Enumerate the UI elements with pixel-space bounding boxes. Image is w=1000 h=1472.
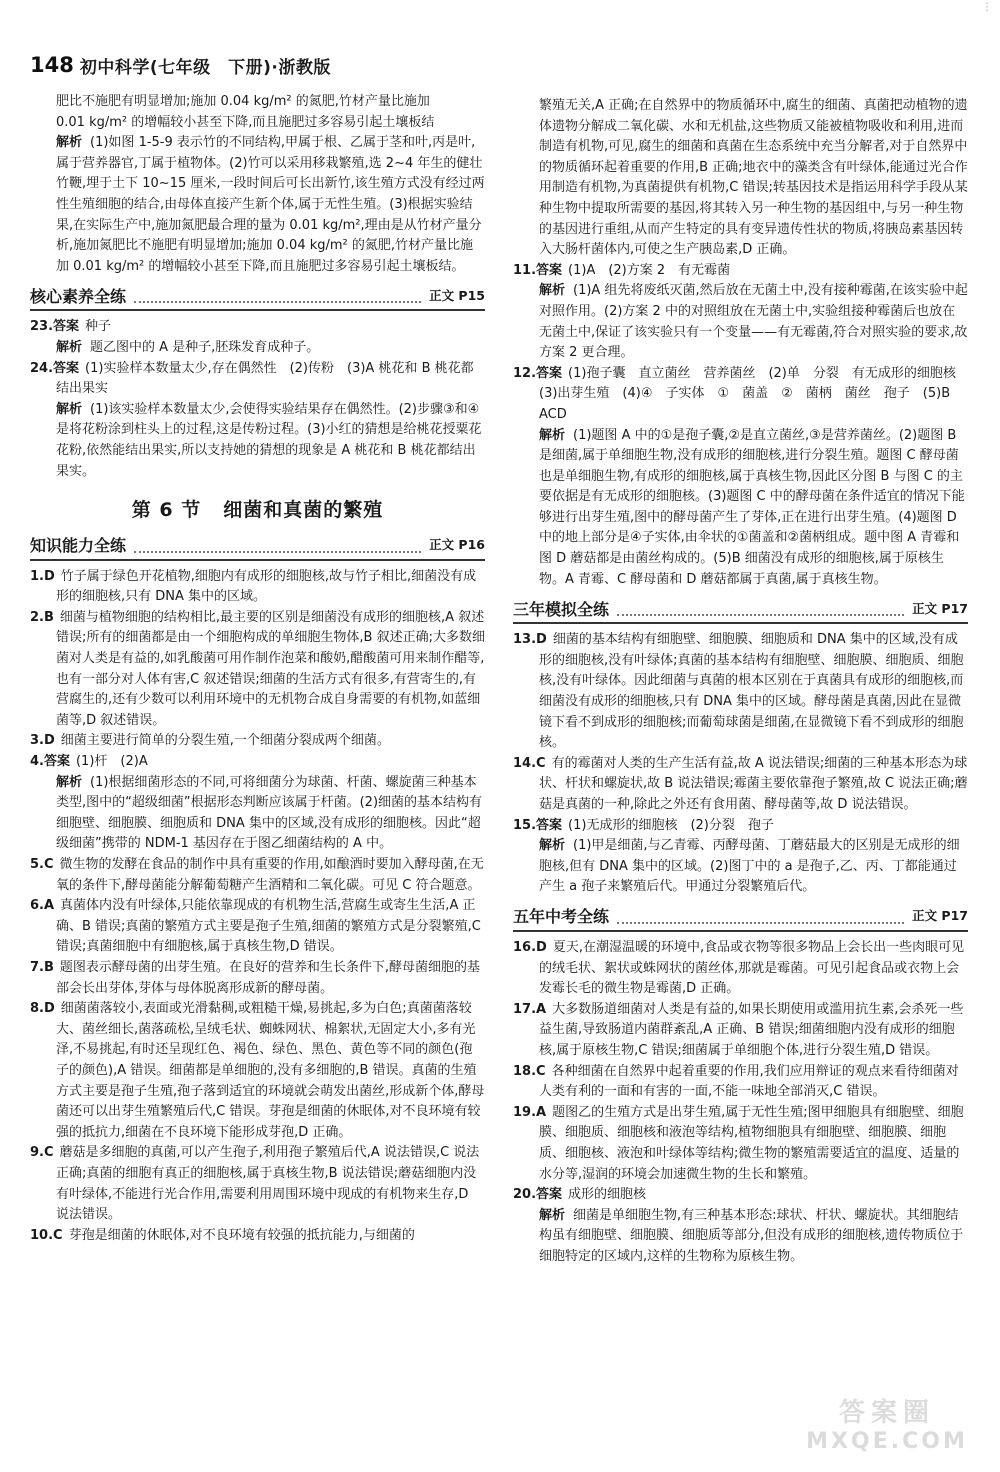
analysis-text: (1)如图 1-5-9 表示竹的不同结构,甲属于根、乙属于茎和叶,丙是叶,属于营养器官,丁属于植物体。(2)竹可以采用移栽繁殖,选 2~4 年生的健壮竹鞭,埋于土下 10~15 厘米,一段时间后可长出新竹,该生殖方式没有经过两性生殖细胞的结合,由母体直接产生新个体,属于无性生殖。(3)根据实验结果,在实际生产中,施加氮肥最合理的量为 0.01 kg/m²,理由是从竹材产量分析,施加氮肥比不施肥有明显增加;施加 0.04 kg/m² 的氮肥,竹材产量比施加 0.01 kg/m² 的增幅较小甚至下降,而且施肥过多容易引起土壤板结。 [56,135,485,274]
analysis-text: 题乙图中的 A 是种子,胚珠发育成种子。 [90,339,320,355]
chapter-number: 第 6 节 [131,499,202,522]
analysis-block [30,773,485,855]
item-number: 19.A [513,1104,547,1120]
item-number: 9.C [30,1145,54,1161]
item-number: 15.答案 [513,817,563,833]
answer-text: 细菌主要进行简单的分裂生殖,一个细菌分裂成两个细菌。 [60,733,390,749]
analysis-block [30,338,485,359]
answer-item [30,999,485,1143]
answer-item [513,1185,968,1206]
item-number: 2.B [30,609,54,625]
answer-text: 各种细菌在自然界中起着重要的作用,我们应用辩证的观点来看待细菌对人类有利的一面和有害的一面,不能一味地全部消灭,C 错误。 [539,1063,959,1100]
answer-text: 微生物的发酵在食品的制作中具有重要的作用,如酿酒时要加入酵母菌,在无氧的条件下,酵母菌能分解葡萄糖产生酒精和二氧化碳。可见 C 符合题意。 [56,857,484,893]
item-number: 18.C [513,1063,546,1079]
item-number: 20.答案 [513,1187,563,1203]
answer-item [30,731,485,752]
answer-text: (1)杆 (2)A [75,754,148,770]
section-header-knowledge [30,535,485,561]
answer-text: 题图乙的生殖方式是出芽生殖,属于无性生殖;图甲细胞具有细胞壁、细胞膜、细胞质、细胞核和液泡等结构,植物细胞具有细胞壁、细胞膜、细胞质、细胞核、液泡和叶绿体等结构;微生物的繁殖需要适宜的温度、适量的水分等,湿润的环境会加速微生物的生长和繁殖。 [539,1104,964,1182]
answer-text: 夏天,在潮湿温暖的环境中,食品或衣物等很多物品上会长出一些肉眼可见的绒毛状、絮状或蛛网状的菌丝体,那就是霉菌。可见引起食品或衣物上会发霉长毛的微生物是霉菌,D 正确。 [539,939,965,997]
item-number: 3.D [30,733,55,749]
right-column [513,96,968,1267]
answer-text: 细菌的基本结构有细胞壁、细胞膜、细胞质和 DNA 集中的区域,没有成形的细胞核,没有叶绿体;真菌的基本结构有细胞壁、细胞膜、细胞质、细胞核,没有叶绿体。因此细菌与真菌的根本区别在于真菌具有成形的细胞核,而细菌没有成形的细胞核,只有 DNA 集中的区域。酵母菌是真菌,因此在显微镜下看不到成形的细胞核;而葡萄球菌是细菌,在显微镜下看不到成形的细胞核。 [539,632,964,751]
answer-item [513,364,968,426]
answer-item [30,1143,485,1225]
analysis-label: 解析 [56,401,83,417]
answer-item [513,261,968,282]
item-number: 1.D [30,568,55,584]
answer-item [513,938,968,1000]
analysis-block [513,836,968,898]
analysis-label: 解析 [56,339,83,355]
answer-text: 细菌与植物细胞的结构相比,最主要的区别是细菌没有成形的细胞核,A 叙述错误;所有的细菌都是由一个细胞构成的单细胞生物体,B 叙述正确;大多数细菌对人类是有益的,如乳酸菌可用作制作泡菜和酸奶,醋酸菌可用来制作醋等,也有一部分对人体有害,C 叙述错误;细菌的生活方式有很多,有营寄生的,有营腐生的,还有少数可以利用环境中的无机物合成自身需要的有机物,如蓝细菌等,D 叙述错误。 [56,609,485,728]
section-title: 知识能力全练 [30,536,127,556]
section-ref: 正文 P17 [912,600,968,616]
item-number: 6.A [30,898,55,914]
analysis-text: (1)A 组先将废纸灭菌,然后放在无菌土中,没有接种霉菌,在该实验中起对照作用。(2)方案 2 中的对照组放在无菌土中,实验组接种霉菌后也放在无菌土中,保证了该实验只有一个变量——有无霉菌,符合对照实验的要求,故方案 2 更合理。 [539,283,968,361]
dotted-leader [617,614,904,616]
answer-item [513,1103,968,1185]
answer-item [30,359,485,400]
answer-text: 竹子属于绿色开花植物,细胞内有成形的细胞核,故与竹子相比,细菌没有成形的细胞核,只有 DNA 集中的区域。 [56,568,477,605]
answer-item [30,958,485,999]
intro-line-1: 肥比不施肥有明显增加;施加 0.04 kg/m² 的氮肥,竹材产量比施加 [56,94,430,109]
answer-item [30,896,485,958]
item-number: 5.C [30,857,54,872]
answer-text: (1)实验样本数量太少,存在偶然性 (2)传粉 (3)A 桃花和 B 桃花都结出果实 [56,360,474,397]
chapter-name: 细菌和真菌的繁殖 [223,499,384,522]
section-ref: 正文 P16 [429,537,485,553]
continued-answer: 繁殖无关,A 正确;在自然界中的物质循环中,腐生的细菌、真菌把动植物的遗体遗物分解成二氧化碳、水和无机盐,这些物质又能被植物吸收和利用,进而制造有机物,可见,腐生的细菌和真菌在生态系统中充当分解者,对于自然界中的物质循环起着重要的作用,B 正确;地衣中的藻类含有叶绿体,能通过光合作用制造有机物,为真菌提供有机物,C 错误;转基因技术是指运用科学手段从某种生物中提取所需要的基因,将其转入另一种生物的基因组中,与另一种生物的基因进行重组,从而产生特定的具有变异遗传性状的物质,将胰岛素基因转入大肠杆菌体内,可使之生产胰岛素,D 正确。 [539,98,968,258]
answer-text: (1)无成形的细胞核 (2)分裂 孢子 [568,817,774,833]
answer-item [30,752,485,773]
analysis-label: 解析 [56,774,83,790]
site-watermark [792,1392,982,1464]
dotted-leader [134,551,421,553]
intro-line-2: 0.01 kg/m² 的增幅较小甚至下降,而且施肥过多容易引起土壤板结 [56,114,435,130]
answer-text: 真菌体内没有叶绿体,只能依靠现成的有机物生活,营腐生或寄生生活,A 正确、B 错误;真菌的繁殖方式主要是孢子生殖,细菌的繁殖方式是分裂繁殖,C 错误;真菌细胞中有细胞核,属于真核生物,D 错误。 [56,898,481,955]
item-number: 12.答案 [513,365,563,381]
analysis-label: 解析 [539,1207,566,1223]
section-header-three-year [513,598,968,624]
analysis-text: 细菌是单细胞生物,有三种基本形态:球状、杆状、螺旋状。其细胞结构虽有细胞壁、细胞膜、细胞质等部分,但没有成形的细胞核,遗传物质位于细胞特定的区域内,这样的生物称为原核生物。 [539,1207,964,1264]
analysis-block [513,426,968,591]
section-title: 核心素养全练 [30,286,127,306]
analysis-block [513,281,968,363]
analysis-block [513,1206,968,1268]
chapter-title [30,500,485,521]
item-number: 11.答案 [513,262,563,278]
item-number: 10.C [30,1227,63,1243]
answer-text: (1)A (2)方案 2 有无霉菌 [568,262,731,278]
item-number: 24.答案 [30,360,80,376]
answer-text: 种子 [85,319,112,335]
answer-item [513,1062,968,1103]
item-number: 17.A [513,1001,547,1017]
analysis-text: (1)题图 A 中的①是孢子囊,②是直立菌丝,③是营养菌丝。(2)题图 B 是细菌,属于单细胞生物,没有成形的细胞核,进行分裂生殖。题图 C 酵母菌也是单细胞生物,有成形的细胞核,属于真核生物,因此区分图 B 与图 C 的主要依据是有无成形的细胞核。(3)题图 C 中的酵母菌在条件适宜的情况下能够进行出芽生殖,图中的酵母菌产生了芽体,正在进行出芽生殖。(4)题图 D 中的地上部分是④子实体,由伞状的①菌盖和②菌柄组成。题中图 A 青霉和图 D 蘑菇都是由菌丝构成的。(5)B 细菌没有成形的细胞核,属于原核生物。A 青霉、C 酵母菌和 D 蘑菇都属于真菌,属于真核生物。 [539,427,965,587]
section-title: 五年中考全练 [513,907,610,927]
item-number: 4.答案 [30,754,70,770]
answer-item [513,754,968,816]
answer-text: 芽孢是细菌的休眠体,对不良环境有较强的抵抗能力,与细菌的 [68,1227,415,1243]
book-title: 初中科学(七年级 下册)·浙教版 [79,57,331,78]
item-number: 13.D [513,632,547,648]
left-column [30,92,485,1246]
section-header-five-year [513,906,968,932]
answer-item [513,816,968,837]
answer-text: 蘑菇是多细胞的真菌,可以产生孢子,利用孢子繁殖后代,A 说法错误,C 说法正确;真菌的细胞有真正的细胞核,属于真核生物,B 说法错误;蘑菇细胞内没有叶绿体,不能进行光合作用,需要利用周围环境中现成的有机物来生存,D 说法错误。 [56,1145,480,1223]
analysis-label: 解析 [539,427,566,443]
answer-text: 大多数肠道细菌对人类是有益的,如果长期使用或滥用抗生素,会杀死一些益生菌,导致肠道内菌群紊乱,A 正确、B 错误;细菌细胞内没有成形的细胞核,属于原核生物,C 错误;细菌属于单细胞个体,进行分裂生殖,D 错误。 [539,1001,964,1058]
section-ref: 正文 P17 [912,908,968,924]
analysis-block [30,400,485,482]
intro-analysis [30,133,485,277]
answer-item [30,317,485,338]
answer-item [30,855,485,896]
answer-item [30,567,485,608]
answer-item [30,1226,485,1247]
section-ref: 正文 P15 [429,287,485,303]
page-header [30,50,331,80]
answer-item [30,608,485,732]
analysis-text: (1)甲是细菌,与乙青霉、丙酵母菌、丁蘑菇最大的区别是无成形的细胞核,但有 DNA 集中的区域。(2)图丁中的 a 是孢子,乙、丙、丁都能通过产生 a 孢子来繁殖后代。甲通过分裂繁殖后代。 [539,838,960,895]
dotted-leader [134,301,421,303]
section-header-core [30,285,485,311]
answer-item [513,630,968,754]
item-number: 8.D [30,1001,55,1017]
item-number: 23.答案 [30,319,80,335]
analysis-text: (1)该实验样本数量太少,会使得实验结果存在偶然性。(2)步骤③和④是将花粉涂到柱头上的过程,这是传粉过程。(3)小红的猜想是给桃花授粟花花粉,依然能结出果实,所以支持她的猜想的现象是 A 桃花和 B 桃花都结出果实。 [56,401,482,479]
answer-item [513,1000,968,1062]
item-number: 16.D [513,939,547,955]
corner-mark: ⋮ [982,2,992,13]
analysis-text: (1)根据细菌形态的不同,可将细菌分为球菌、杆菌、螺旋菌三种基本类型,图中的“超级细菌”根据形态判断应该属于杆菌。(2)细菌的基本结构有细胞壁、细胞膜、细胞质和 DNA 集中的区域,没有成形的细胞核。因此“超级细菌”携带的 NDM-1 基因存在于图乙细菌结构的 A 中。 [56,774,483,852]
answer-text: (1)孢子囊 直立菌丝 营养菌丝 (2)单 分裂 有无成形的细胞核 (3)出芽生殖 (4)④ 子实体 ① 菌盖 ② 菌柄 菌丝 孢子 (5)B ACD [539,365,969,422]
item-number: 14.C [513,755,546,771]
answer-text: 成形的细胞核 [568,1187,647,1203]
analysis-label: 解析 [539,283,566,299]
answer-text: 细菌菌落较小,表面或光滑黏稠,或粗糙干燥,易挑起,多为白色;真菌菌落较大、菌丝细长,菌落疏松,呈绒毛状、蜘蛛网状、棉絮状,无固定大小,多有光泽,不易挑起,有时还呈现红色、褐色、绿色、黑色、黄色等不同的颜色(孢子的颜色),A 错误。细菌都是单细胞的,没有多细胞的,B 错误。真菌的生殖方式主要是孢子生殖,孢子落到适宜的环境就会萌发出菌丝,形成新个体,酵母菌还可以出芽生殖繁殖后代,C 错误。芽孢是细菌的休眠体,对不良环境有较强的抵抗力,细菌在不良环境下能形成芽孢,D 正确。 [56,1001,485,1140]
analysis-label: 解析 [56,135,83,151]
item-number: 7.B [30,959,54,975]
answer-text: 题图表示酵母菌的出芽生殖。在良好的营养和生长条件下,酵母菌细胞的基部会长出芽体,芽体与母体脱离形成新的酵母菌。 [56,959,481,996]
dotted-leader [617,922,904,924]
page-number: 148 [30,53,74,77]
watermark-url: MXQE.COM [806,1429,968,1454]
section-title: 三年模拟全练 [513,599,610,619]
watermark-logo-text: 答案圈 [838,1398,935,1428]
analysis-label: 解析 [539,838,566,854]
answer-text: 有的霉菌对人类的生产生活有益,故 A 说法错误;细菌的三种基本形态为球状、杆状和螺旋状,故 B 说法错误;霉菌主要依靠孢子繁殖,故 C 说法正确;蘑菇是真菌的一种,除此之外还有食用菌、酵母菌等,故 D 说法错误。 [539,755,968,812]
